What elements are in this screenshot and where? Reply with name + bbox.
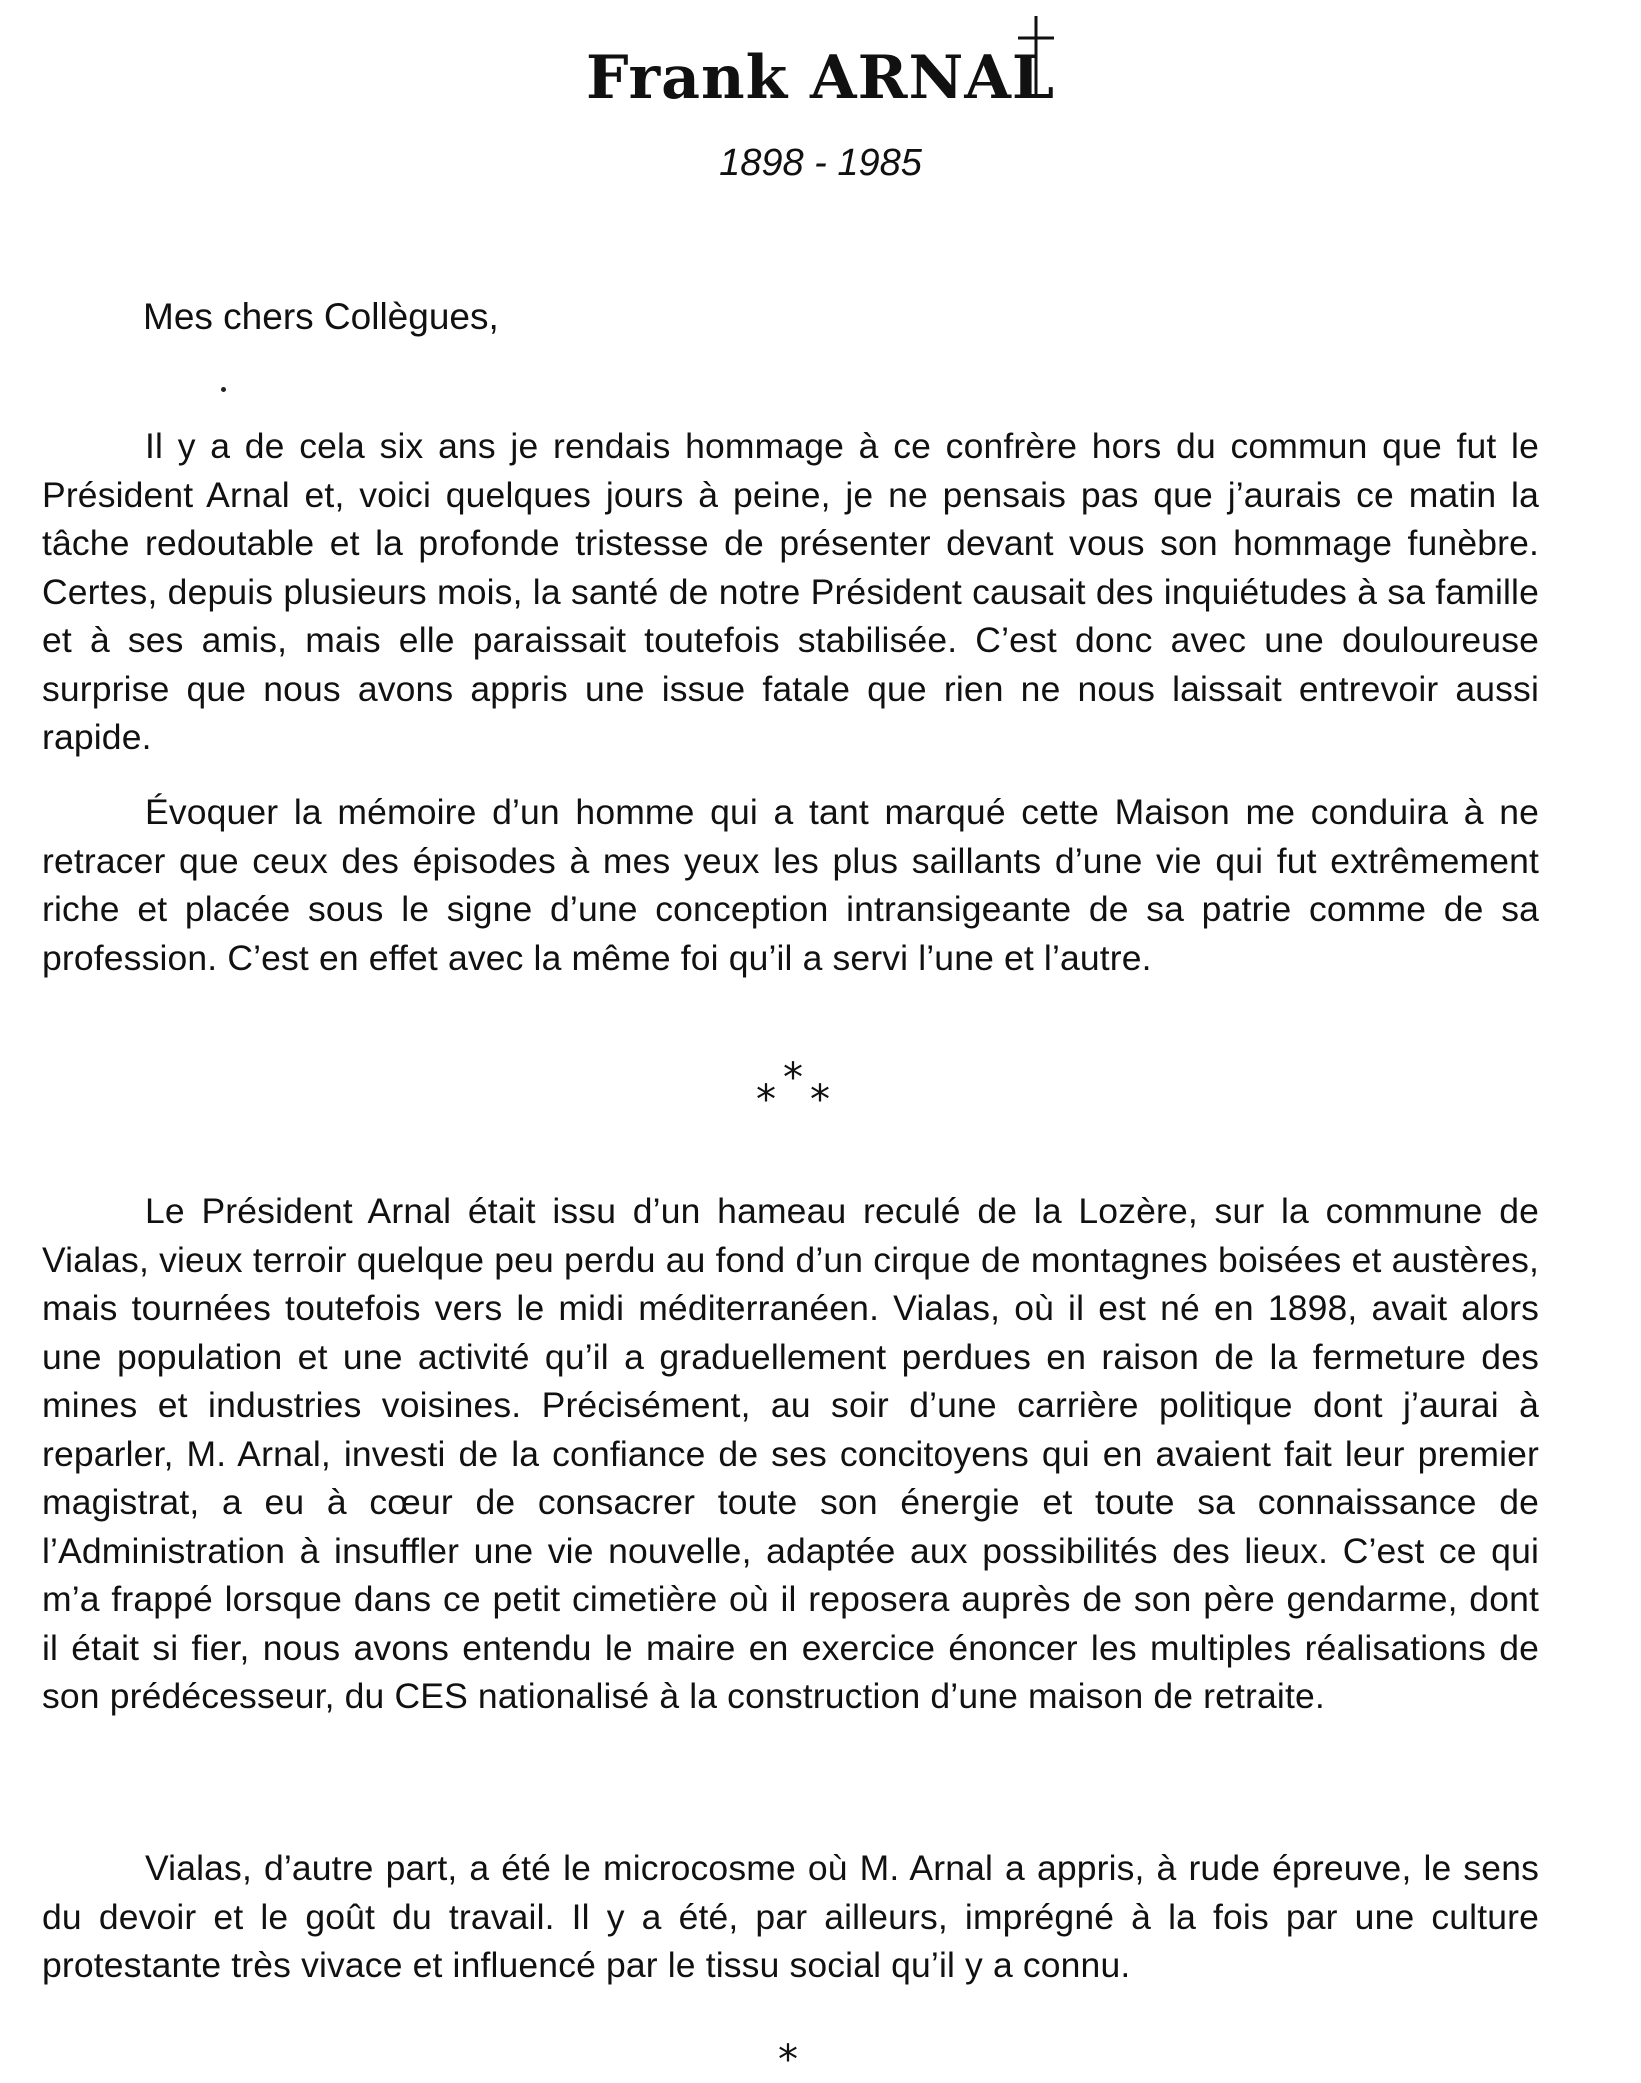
- separator-star: *: [783, 1055, 803, 1101]
- document-title: Frank ARNAL: [585, 43, 1056, 113]
- bottom-separator-star: *: [778, 2037, 798, 2083]
- separator-star: *: [810, 1077, 830, 1123]
- salutation: Mes chers Collègues,: [143, 296, 499, 337]
- section-separator: [752, 1055, 842, 1128]
- paragraph-1: Il y a de cela six ans je rendais hommage à ce confrère hors du commun que fut le Président Arnal et, voici quelques jours à peine, je ne pensais pas que j’aurais ce matin la tâche redoutable et la profonde tristesse de présenter devant vous son hommage funèbre. Certes, depuis plusieurs mois, la santé de notre Président causait des inquiétudes à sa famille et à ses amis, mais elle paraissait toutefois stabilisée. C’est donc avec une douloureuse surprise que nous avons appris une issue fatale que rien ne nous laissait entrevoir aussi rapide.: [42, 426, 1539, 757]
- separator-star: *: [756, 1077, 776, 1123]
- cross-icon: [1014, 14, 1058, 98]
- life-dates: 1898 - 1985: [719, 142, 922, 184]
- paragraph-4: Vialas, d’autre part, a été le microcosme où M. Arnal a appris, à rude épreuve, le sens du devoir et le goût du travail. Il y a été, par ailleurs, imprégné à la fois par une culture protestante très vivace et influencé par le tissu social qu’il y a connu.: [42, 1848, 1539, 1985]
- stray-dot: [221, 387, 226, 392]
- paragraph-3: Le Président Arnal était issu d’un hameau reculé de la Lozère, sur la commune de Vialas, vieux terroir quelque peu perdu au fond d’un cirque de montagnes boisées et austères, mais tournées toutefois vers le midi méditerranéen. Vialas, où il est né en 1898, avait alors une population et une activité qu’il a graduellement perdues en raison de la fermeture des mines et industries voisines. Précisément, au soir d’une carrière politique dont j’aurai à reparler, M. Arnal, investi de la confiance de ses concitoyens qui en avaient fait leur premier magistrat, a eu à cœur de consacrer toute son énergie et toute sa connaissance de l’Administration à insuffler une vie nouvelle, adaptée aux possibilités des lieux. C’est ce qui m’a frappé lorsque dans ce petit cimetière où il reposera auprès de son père gendarme, dont il était si fier, nous avons entendu le maire en exercice énoncer les multiples réalisations de son prédécesseur, du CES nationalisé à la construction d’une maison de retraite.: [42, 1191, 1539, 1716]
- paragraph-2: Évoquer la mémoire d’un homme qui a tant marqué cette Maison me conduira à ne retracer que ceux des épisodes à mes yeux les plus saillants d’une vie qui fut extrêmement riche et placée sous le signe d’une conception intransigeante de sa patrie comme de sa profession. C’est en effet avec la même foi qu’il a servi l’une et l’autre.: [42, 792, 1539, 978]
